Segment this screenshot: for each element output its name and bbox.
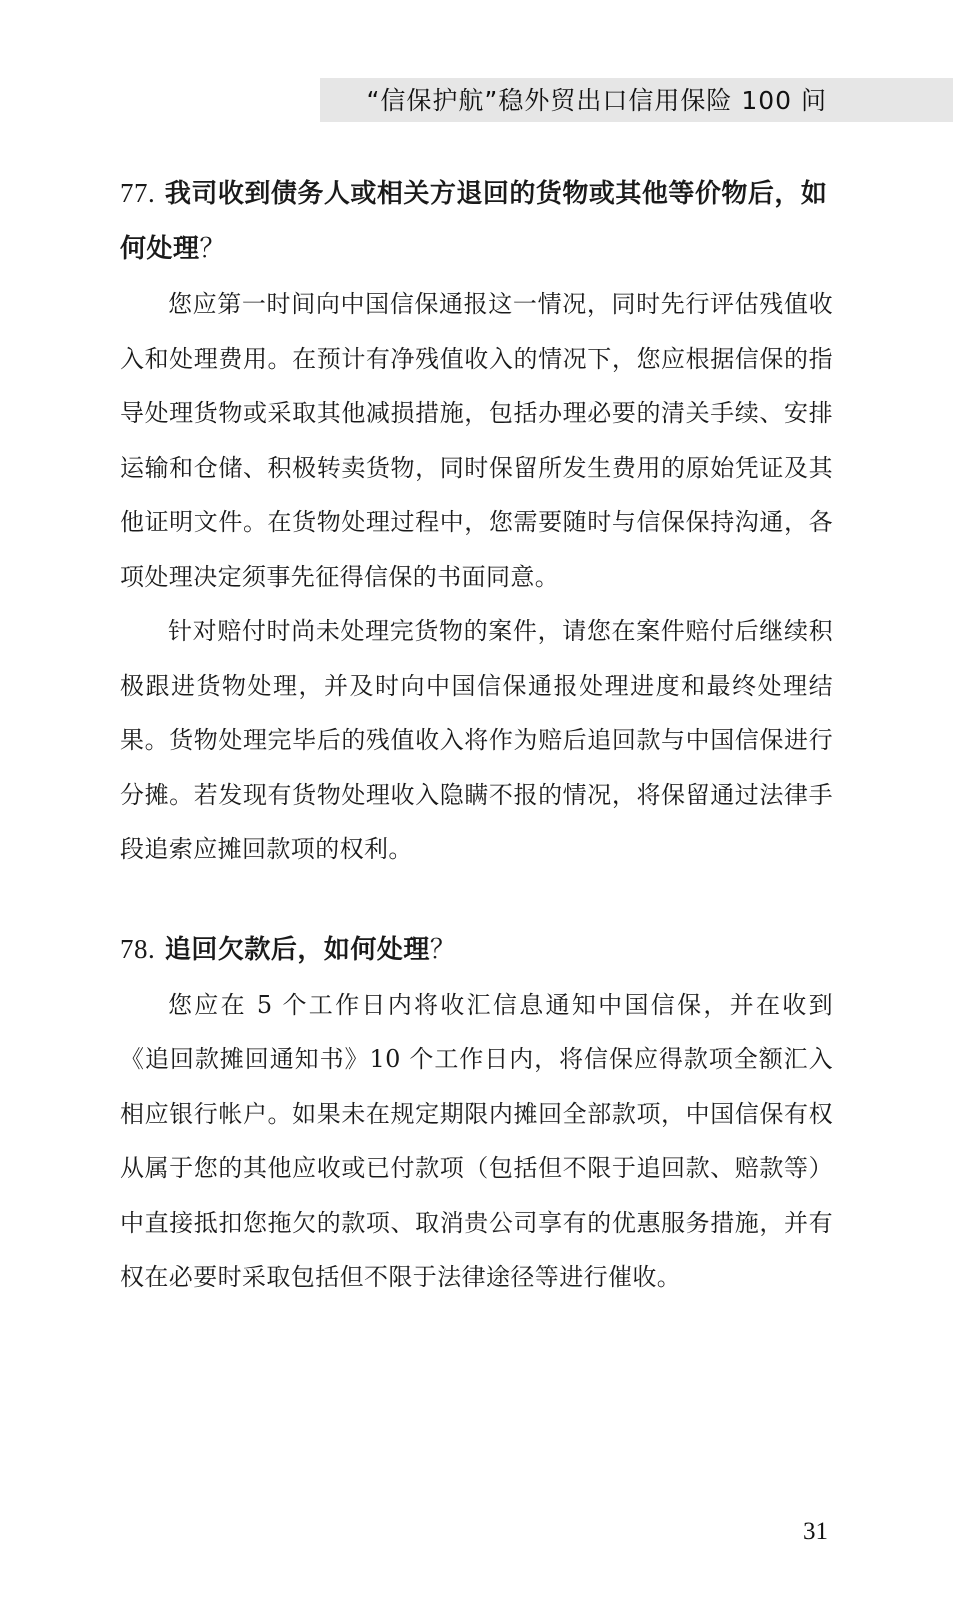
question-78 <box>120 922 833 1305</box>
page-number: 31 <box>803 1518 828 1545</box>
question-text: 我司收到债务人或相关方退回的货物或其他等价物后，如何处理 <box>120 179 828 264</box>
answer-paragraph: 您应第一时间向中国信保通报这一情况，同时先行评估残值收入和处理费用。在预计有净残值收入的情况下，您应根据信保的指导处理货物或采取其他减损措施，包括办理必要的清关手续、安排运输和仓储、积极转卖货物，同时保留所发生费用的原始凭证及其他证明文件。在货物处理过程中，您需要随时与信保保持沟通，各项处理决定须事先征得信保的书面同意。 <box>120 290 833 591</box>
question-mark: ？ <box>429 934 457 965</box>
running-header-title: “信保护航”稳外贸出口信用保险 100 问 <box>366 86 827 115</box>
answer-paragraph: 针对赔付时尚未处理完货物的案件，请您在案件赔付后继续积极跟进货物处理，并及时向中国信保通报处理进度和最终处理结果。货物处理完毕后的残值收入将作为赔后追回款与中国信保进行分摊。若发现有货物处理收入隐瞒不报的情况，将保留通过法律手段追索应摊回款项的权利。 <box>120 617 833 863</box>
question-title <box>120 922 833 978</box>
question-number: 78. <box>120 933 156 964</box>
question-mark: ？ <box>199 234 227 264</box>
question-text: 追回欠款后，如何处理 <box>164 934 430 965</box>
question-number: 77. <box>120 178 156 208</box>
question-77 <box>120 166 833 877</box>
question-title <box>120 166 833 277</box>
answer-paragraph: 您应在 5 个工作日内将收汇信息通知中国信保，并在收到《追回款摊回通知书》10 个工作日内，将信保应得款项全额汇入相应银行帐户。如果未在规定期限内摊回全部款项，中国信保有权从属于您的其他应收或已付款项（包括但不限于追回款、赔款等）中直接抵扣您拖欠的款项、取消贵公司享有的优惠服务措施，并有权在必要时采取包括但不限于法律途径等进行催收。 <box>120 990 833 1291</box>
page-content <box>120 166 833 1305</box>
